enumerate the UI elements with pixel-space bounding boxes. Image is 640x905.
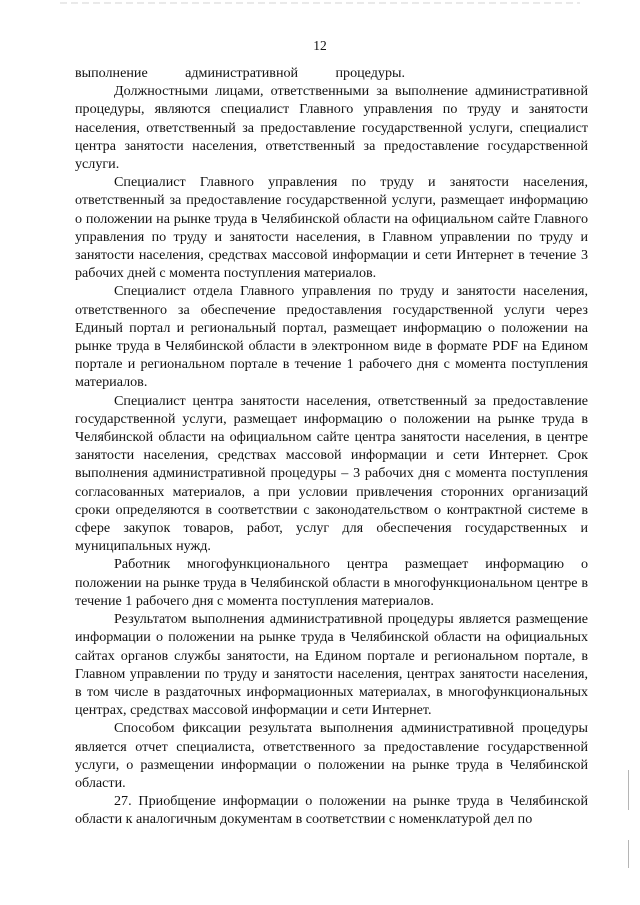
paragraph: Результатом выполнения административной процедуры является размещение информации о положении на рынке труда в Челябинской области на официальных сайтах органов службы занятости, на Едином портале и региональном портале, в Главном управлении по труду и занятости населения, центрах занятости населения, в том числе в раздаточных информационных материалах, в многофункциональных центрах, средствах массовой информации и сети Интернет. xyxy=(75,611,588,719)
scan-artifact-edge xyxy=(628,840,629,868)
page-number: 12 xyxy=(313,38,327,53)
paragraph: выполнение административной процедуры. xyxy=(75,65,405,81)
paragraph: Работник многофункционального центра размещает информацию о положении на рынке труда в Челябинской области в многофункциональном центре в течение 1 рабочего дня с момента поступления материалов. xyxy=(75,556,588,609)
paragraph: Специалист центра занятости населения, ответственный за предоставление государственной услуги, размещает информацию о положении на рынке труда в Челябинской области на официальном сайте центра занятости населения, в центре занятости населения, средствах массовой информации и сети Интернет. Срок выполнения административной процедуры – 3 рабочих дня с момента поступления согласованных материалов, а при условии привлечения сторонних организаций сроки определяются в соответствии с законодательством о контрактной системе в сфере закупок товаров, работ, услуг для обеспечения государственных и муниципальных нужд. xyxy=(75,392,588,555)
paragraph: Способом фиксации результата выполнения административной процедуры является отчет специалиста, ответственного за предоставление государственной услуги, о размещении информации о положении на рынке труда в Челябинской области. xyxy=(75,720,588,791)
paragraph: Должностными лицами, ответственными за выполнение административной процедуры, являются специалист Главного управления по труду и занятости населения, ответственный за предоставление государственной услуги, специалист центра занятости населения, ответственный за предоставление государственной услуги. xyxy=(75,83,588,173)
scan-artifact-top xyxy=(60,2,580,4)
scan-artifact-edge xyxy=(628,770,629,810)
paragraph: Специалист Главного управления по труду и занятости населения, ответственный за предоставление государственной услуги, размещает информацию о положении на рынке труда в Челябинской области на официальном сайте Главного управления по труду и занятости населения, в Главном управлении по труду и занятости населения, средствах массовой информации и сети Интернет в течение 3 рабочих дней с момента поступления материалов. xyxy=(75,174,588,282)
paragraph: Специалист отдела Главного управления по труду и занятости населения, ответственного за обеспечение предоставления государственной услуги через Единый портал и региональный портал, размещает информацию о положении на рынке труда в Челябинской области в электронном виде в формате PDF на Едином портале и региональном портале в течение 1 рабочего дня с момента поступления материалов. xyxy=(75,283,588,391)
paragraph: 27. Приобщение информации о положении на рынке труда в Челябинской области к аналогичным документам в соответствии с номенклатурой дел по xyxy=(75,793,588,828)
document-body xyxy=(75,64,588,829)
